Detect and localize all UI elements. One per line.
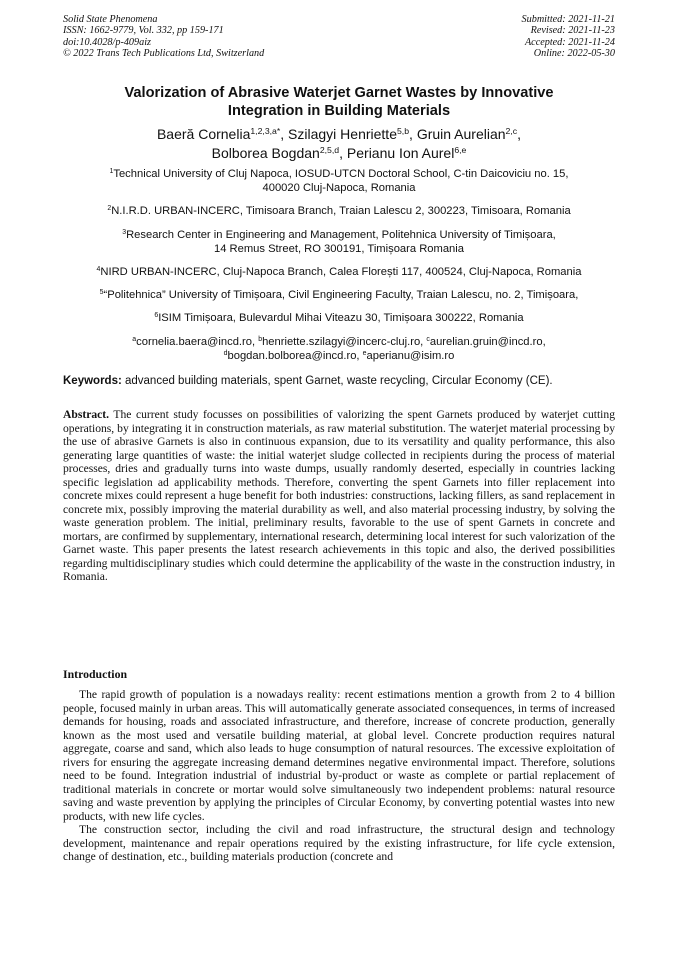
journal-doi: doi:10.4028/p-409aiz <box>63 36 152 48</box>
date-revised: Revised: 2021-11-23 <box>530 25 615 37</box>
journal-copyright: © 2022 Trans Tech Publications Ltd, Switzerland <box>63 48 265 60</box>
date-submitted: Submitted: 2021-11-21 <box>521 14 615 25</box>
author-separator: , <box>280 126 289 142</box>
affiliation-number: 1 <box>109 168 114 176</box>
affiliation-text: ISIM Timișoara, Bulevardul Mihai Viteazu 30, Timișoara 300222, Romania <box>158 312 524 325</box>
email-marker: c <box>426 335 430 343</box>
author-separator: , <box>339 145 347 161</box>
date-accepted: Accepted: 2021-11-24 <box>524 36 615 48</box>
affiliation <box>63 204 615 218</box>
affiliation-number: 6 <box>154 312 159 320</box>
paragraph: The rapid growth of population is a nowadays reality: recent estimations mention a growth from 2 to 4 billion people, focused mainly in urban areas. This will automatically generate associated consequences, in terms of increased demands for housing, roads and associated infrastructure, and therefore, increase of concrete production, generally known as the most used and versatile building material, at global level. Concrete production requires natural aggregate, coarse and sand, which also leads to huge consumption of natural resources. The excessive exploitation of rivers for ensuring the aggregate increasing demand determines negative environmental impact. Therefore, solutions need to be found. Integration industrial of industrial by-product or waste as complete or partial replacement of traditional materials in concrete or mortar would solve simultaneously two independent problems: natural resource saving and waste prevention by applying the principles of Circular Economy, by converting potential wastes into new products, with new life cycles. <box>63 688 615 823</box>
email-address: aurelian.gruin@incd.ro, <box>429 335 546 348</box>
affiliation <box>63 167 615 195</box>
journal-issn: ISSN: 1662-9779, Vol. 332, pp 159-171 <box>63 25 224 37</box>
affiliation-text: Technical University of Cluj Napoca, IOSUD-UTCN Doctoral School, C-tin Daicoviciu no. 15, <box>113 168 569 180</box>
email-marker: d <box>223 350 228 358</box>
abstract <box>63 408 615 584</box>
affiliation <box>63 265 615 279</box>
author-name: Bolborea Bogdan <box>211 145 320 161</box>
paper-title <box>63 84 615 120</box>
paragraph: The construction sector, including the civil and road infrastructure, the structural design and technology development, maintenance and repair operations required by the existing infrastructure, for life cycle extension, change of destination, etc., building materials production (concrete and <box>63 823 615 863</box>
author-name: Szilagyi Henriette <box>288 126 397 142</box>
title-line-2: Integration in Building Materials <box>227 103 451 119</box>
author-affiliation-marker: 6,e <box>454 145 467 156</box>
affiliation <box>63 288 615 302</box>
author-emails <box>63 335 615 363</box>
email-marker: a <box>132 335 137 343</box>
author-affiliation-marker: 2,5,d <box>319 145 340 156</box>
affiliation-text: 14 Remus Street, RO 300191, Timișoara Romania <box>214 242 464 255</box>
affiliation <box>63 228 615 256</box>
affiliation-text: “Politehnica” University of Timișoara, Civil Engineering Faculty, Traian Lalescu, no. 2, Timișoara, <box>103 289 579 302</box>
email-address: aperianu@isim.ro <box>366 349 455 362</box>
author-affiliation-marker: 2,c <box>505 126 518 137</box>
author-name: Perianu Ion Aurel <box>346 145 455 161</box>
abstract-text: The current study focusses on possibilities of valorizing the spent Garnets produced by waterjet cutting operations, by integrating it in construction materials, as raw material substitution. The waterjet material processing by the use of abrasive Garnets is also in continuous expansion, due to its versatility and quality performance, this also generating large quantities of waste: the initial waterjet sludge collected in recipients during the process of material processes, dries and gradually turns into waste dumps, usually randomly deserted, especially in countries lacking specific legislation ad applicability methods. Therefore, converting the spent Garnets into filler replacement into concrete mixes could represent a huge benefit for both industries: constructions, lacking fillers, as sand replacement in concrete mix, possibly improving the material durability as well, and also material processing industry, by solving the waste generation problem. The initial, preliminary results, favorable to the use of spent Garnets in concrete and mortars, are confirmed by supplementary, international research, determining local interest for such valorization of the Garnet waste. This paper presents the latest research achievements in this topic and also, the derived possibilities regarding multidisciplinary studies which could determine the applicability of the waste in the construction industry, in Romania. <box>63 408 615 583</box>
title-line-1: Valorization of Abrasive Waterjet Garnet Wastes by Innovative <box>124 85 554 101</box>
affiliation-text: 400020 Cluj-Napoca, Romania <box>262 182 416 195</box>
keywords-label: Keywords: <box>63 375 122 387</box>
submission-dates <box>522 14 615 60</box>
affiliation-text: Research Center in Engineering and Management, Politehnica University of Timișoara, <box>126 228 556 241</box>
affiliation-number: 2 <box>107 205 112 213</box>
author-separator: , <box>517 126 522 142</box>
journal-info <box>63 14 264 60</box>
affiliation-number: 5 <box>99 289 104 297</box>
affiliation-number: 3 <box>122 228 127 236</box>
author-name: Gruin Aurelian <box>416 126 506 142</box>
email-marker: b <box>258 335 263 343</box>
email-address: bogdan.bolborea@incd.ro, <box>227 349 363 362</box>
author-name: Baeră Cornelia <box>156 126 251 142</box>
introduction-body <box>63 688 615 864</box>
author-affiliation-marker: 1,2,3,a* <box>250 126 281 137</box>
affiliation-number: 4 <box>96 266 101 274</box>
affiliation-list <box>63 167 615 363</box>
keywords <box>63 374 615 388</box>
email-address: cornelia.baera@incd.ro, <box>136 335 259 348</box>
keywords-text: advanced building materials, spent Garnet, waste recycling, Circular Economy (CE). <box>121 375 553 387</box>
journal-name: Solid State Phenomena <box>63 14 158 25</box>
author-line-2 <box>63 144 615 163</box>
date-online: Online: 2022-05-30 <box>533 48 615 60</box>
affiliation <box>63 311 615 325</box>
email-address: henriette.szilagyi@incerc-cluj.ro, <box>262 335 427 348</box>
affiliation-text: NIRD URBAN-INCERC, Cluj-Napoca Branch, Calea Florești 117, 400524, Cluj-Napoca, Romania <box>100 266 582 279</box>
affiliation-text: N.I.R.D. URBAN-INCERC, Timisoara Branch, Traian Lalescu 2, 300223, Timisoara, Romania <box>111 205 571 218</box>
email-marker: e <box>362 350 367 358</box>
section-heading-introduction: Introduction <box>63 667 128 681</box>
abstract-label: Abstract. <box>63 408 110 421</box>
author-separator: , <box>409 126 417 142</box>
author-line-1 <box>63 125 615 144</box>
author-list <box>63 125 615 163</box>
author-affiliation-marker: 5,b <box>396 126 410 137</box>
